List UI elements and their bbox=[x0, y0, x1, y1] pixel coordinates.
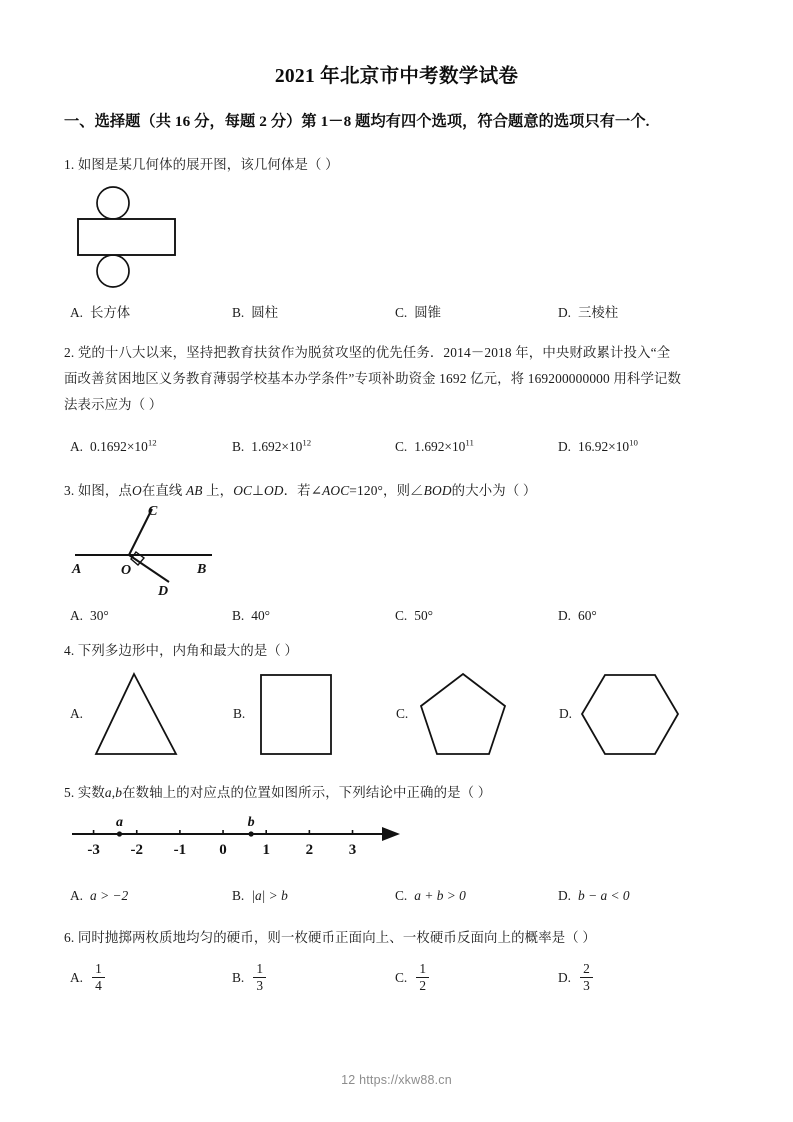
angle-label-O: O bbox=[121, 563, 132, 578]
question-2-stem-line-1: 2. 党的十八大以来，坚持把教育扶贫作为脱贫攻坚的优先任务．2014－2018 年，中央财政累计投入“全 bbox=[64, 345, 671, 360]
option-3-d[interactable]: D. 60° bbox=[558, 608, 597, 623]
question-2-stem-line-2: 面改善贫困地区义务教育薄弱学校基本办学条件”专项补助资金 1692 亿元，将 169200000000 用科学记数 bbox=[64, 371, 682, 386]
option-6-d[interactable]: D. $\frac{2}{3}$ bbox=[558, 962, 593, 993]
axis-tick-label: -2 bbox=[130, 842, 143, 858]
option-1-a[interactable]: A. 长方体 bbox=[70, 305, 131, 320]
point-b-dot bbox=[249, 831, 254, 836]
question-3-options bbox=[64, 605, 744, 629]
option-1-c[interactable]: C. 圆锥 bbox=[395, 305, 442, 320]
angle-label-C: C bbox=[148, 504, 158, 519]
fraction-d: $\frac{2}{3}$ bbox=[580, 962, 593, 993]
question-6-options bbox=[64, 962, 744, 1010]
axis-tick-label: 2 bbox=[305, 842, 314, 858]
axis-tick-label: -3 bbox=[87, 842, 100, 858]
option-6-c[interactable]: C. $\frac{1}{2}$ bbox=[395, 962, 429, 993]
figure-polygons bbox=[64, 664, 744, 770]
option-5-b[interactable]: B. |a| > b bbox=[232, 888, 288, 903]
point-a-dot bbox=[117, 831, 122, 836]
question-2-options bbox=[64, 436, 744, 460]
footer-watermark: 12 https://xkw88.cn bbox=[341, 1073, 452, 1087]
angle-label-A: A bbox=[72, 562, 82, 577]
option-6-a[interactable]: A. $\frac{1}{4}$ bbox=[70, 962, 105, 993]
figure-number-line bbox=[64, 812, 464, 868]
option-3-a[interactable]: A. 30° bbox=[70, 608, 109, 623]
option-1-b[interactable]: B. 圆柱 bbox=[232, 305, 279, 320]
option-2-d[interactable]: D. $16.92\times 10^{10}$ bbox=[558, 437, 638, 454]
option-5-d[interactable]: D. b − a < 0 bbox=[558, 888, 630, 903]
axis-arrow-icon bbox=[382, 827, 400, 841]
polygon-option-d[interactable]: D. bbox=[553, 664, 723, 770]
option-2-a[interactable]: A. $0.1692\times 10^{12}$ bbox=[70, 437, 157, 454]
option-2-c[interactable]: C. $1.692\times 10^{11}$ bbox=[395, 437, 474, 454]
axis-tick-label: 3 bbox=[348, 842, 357, 858]
question-6-stem: 6. 同时抛掷两枚质地均匀的硬币，则一枚硬币正面向上、一枚硬币反面向上的概率是（ ） bbox=[64, 930, 596, 945]
option-6-b[interactable]: B. $\frac{1}{3}$ bbox=[232, 962, 266, 993]
fraction-c: $\frac{1}{2}$ bbox=[416, 962, 429, 993]
axis-tick-label: -1 bbox=[173, 842, 187, 858]
question-2-stem-line-3: 法表示应为（ ） bbox=[64, 397, 163, 412]
point-b-label: b bbox=[247, 815, 255, 830]
polygon-option-a[interactable]: A. bbox=[64, 664, 234, 770]
option-5-a[interactable]: A. a > −2 bbox=[70, 888, 129, 903]
figure-cylinder-net bbox=[64, 186, 264, 296]
question-3-stem: 3. 如图，点O在直线 AB 上，OC⊥OD．若∠AOC=120°，则∠BOD的大小为（ ） bbox=[64, 483, 537, 498]
option-3-b[interactable]: B. 40° bbox=[232, 608, 271, 623]
axis-tick-label: 1 bbox=[262, 842, 270, 858]
page-title: 2021 年北京市中考数学试卷 bbox=[274, 66, 519, 87]
polygon-option-b[interactable]: B. bbox=[227, 664, 397, 770]
option-2-b[interactable]: B. $1.692\times 10^{12}$ bbox=[232, 437, 312, 454]
question-5-stem: 5. 实数a,b在数轴上的对应点的位置如图所示，下列结论中正确的是（ ） bbox=[64, 785, 492, 800]
fraction-a: $\frac{1}{4}$ bbox=[92, 962, 105, 993]
option-5-c[interactable]: C. a + b > 0 bbox=[395, 888, 466, 903]
question-5-options bbox=[64, 885, 744, 909]
question-1-stem: 1. 如图是某几何体的展开图，该几何体是（ ） bbox=[64, 157, 339, 172]
angle-label-D: D bbox=[158, 584, 169, 597]
angle-label-B: B bbox=[197, 562, 207, 577]
section-heading: 一、选择题（共 16 分，每题 2 分）第 1－8 题均有四个选项，符合题意的选项只有一个. bbox=[64, 113, 650, 130]
option-1-d[interactable]: D. 三棱柱 bbox=[558, 305, 619, 320]
option-3-c[interactable]: C. 50° bbox=[395, 608, 434, 623]
point-a-label: a bbox=[115, 815, 123, 830]
axis-tick-label: 0 bbox=[219, 842, 227, 858]
fraction-b: $\frac{1}{3}$ bbox=[253, 962, 266, 993]
figure-angle-diagram bbox=[64, 502, 264, 597]
question-1-options bbox=[64, 302, 744, 326]
question-4-stem: 4. 下列多边形中，内角和最大的是（ ） bbox=[64, 643, 298, 658]
polygon-option-c[interactable]: C. bbox=[390, 664, 560, 770]
